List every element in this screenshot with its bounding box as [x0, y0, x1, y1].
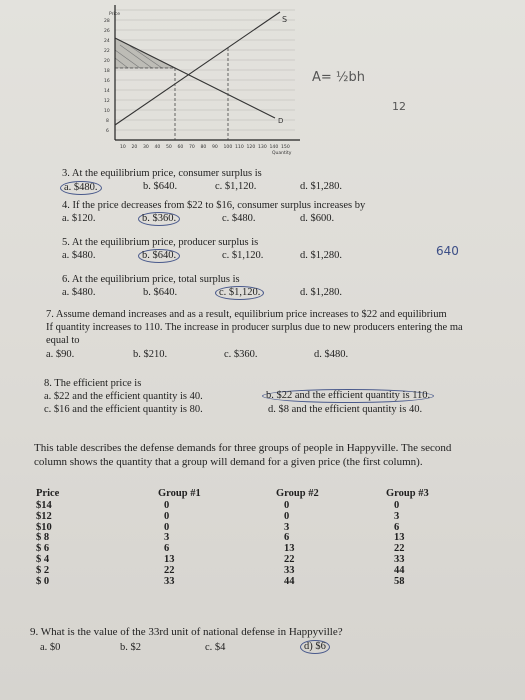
table-row [36, 533, 446, 544]
y-axis-title: Price [109, 12, 120, 17]
svg-text:18: 18 [104, 69, 110, 74]
x-tick-label: 20 [131, 145, 138, 150]
q5-option-a[interactable]: a. $480. [62, 250, 96, 261]
cell-price: $ 8 [36, 532, 50, 544]
cell-group3: 3 [394, 510, 400, 522]
q7-option-b[interactable]: b. $210. [133, 349, 168, 360]
handwritten-12: 12 [392, 100, 406, 113]
cell-group1: 6 [164, 543, 170, 555]
q6-option-d[interactable]: d. $1,280. [300, 287, 342, 298]
q5-text: 5. At the equilibrium price, producer surplus is [62, 237, 259, 248]
cell-group2: 13 [284, 543, 295, 555]
q6-option-b[interactable]: b. $640. [143, 287, 178, 298]
x-tick-label: 80 [200, 145, 207, 150]
cell-price: $ 4 [36, 553, 50, 565]
q7-option-c[interactable]: c. $360. [224, 349, 258, 360]
q3-option-a[interactable]: a. $480. [60, 181, 102, 195]
cell-group3: 33 [394, 553, 405, 565]
cell-price: $ 0 [36, 575, 50, 587]
cell-group3: 6 [394, 521, 400, 533]
cell-group3: 44 [394, 564, 405, 576]
x-tick-label: 70 [189, 145, 195, 150]
table-row [36, 501, 446, 512]
x-tick-label: 50 [166, 145, 172, 150]
q4-option-b[interactable]: b. $360. [138, 212, 180, 226]
q7-option-a[interactable]: a. $90. [46, 349, 75, 360]
q7-line3: equal to [46, 335, 80, 346]
q5-option-c[interactable]: c. $1,120. [222, 250, 264, 261]
header-group1: Group #1 [158, 488, 201, 499]
q4-option-a[interactable]: a. $120. [62, 213, 96, 224]
q7-line1: 7. Assume demand increases and as a result, equilibrium price increases to $22 and equilibrium [46, 309, 447, 320]
cell-price: $14 [36, 500, 52, 511]
svg-text:14: 14 [104, 89, 110, 94]
q3-text: 3. At the equilibrium price, consumer surplus is [62, 168, 262, 179]
svg-text:26: 26 [104, 29, 110, 34]
q3-option-b[interactable]: b. $640. [143, 181, 178, 192]
x-tick-label: 150 [281, 145, 290, 150]
svg-text:16: 16 [104, 79, 110, 84]
cell-price: $ 2 [36, 564, 50, 576]
cell-group3: 22 [394, 543, 405, 555]
x-tick-label: 120 [246, 145, 256, 150]
cell-group3: 13 [394, 532, 405, 544]
q8-option-c[interactable]: c. $16 and the efficient quantity is 80. [44, 404, 203, 415]
supply-label: S [282, 15, 288, 24]
cell-price: $12 [36, 510, 52, 522]
q4-option-c[interactable]: c. $480. [222, 213, 256, 224]
x-axis-title: Quantity [272, 151, 292, 156]
q9-option-b[interactable]: b. $2 [120, 642, 141, 653]
cell-group1: 0 [164, 510, 170, 522]
svg-text:8: 8 [106, 119, 109, 124]
cell-price: $ 6 [36, 543, 50, 555]
table-row [36, 566, 446, 577]
q6-option-c[interactable]: c. $1,120. [215, 286, 264, 300]
table-intro-line2: column shows the quantity that a group will demand for a given price (the first column). [34, 456, 423, 468]
handwritten-area-formula: A= ½bh [312, 70, 366, 85]
table-row [36, 577, 446, 588]
q9-option-c[interactable]: c. $4 [205, 642, 226, 653]
table-intro-line1: This table describes the defense demands for three groups of people in Happyville. The second [34, 442, 452, 454]
table-row [36, 544, 446, 555]
table-row [36, 555, 446, 566]
table-header-row [36, 488, 446, 501]
cell-group1: 0 [164, 521, 170, 533]
x-tick-label: 40 [154, 145, 161, 150]
x-tick-label: 90 [212, 145, 218, 150]
cell-group2: 44 [284, 575, 295, 587]
q8-option-a[interactable]: a. $22 and the efficient quantity is 40. [44, 391, 203, 402]
q3-option-d[interactable]: d. $1,280. [300, 181, 342, 192]
svg-text:6: 6 [106, 129, 109, 134]
x-tick-label: 140 [269, 145, 279, 150]
header-price: Price [36, 488, 60, 499]
x-tick-labels [120, 144, 290, 150]
svg-text:28: 28 [104, 19, 110, 24]
cell-group2: 6 [284, 532, 290, 544]
q4-option-d[interactable]: d. $600. [300, 213, 335, 224]
cell-group2: 0 [284, 500, 290, 511]
cell-group3: 58 [394, 575, 405, 587]
cell-group2: 3 [284, 521, 290, 533]
cell-price: $10 [36, 521, 52, 533]
header-group3: Group #3 [386, 488, 429, 499]
q6-text: 6. At the equilibrium price, total surplus is [62, 274, 240, 285]
q9-text: 9. What is the value of the 33rd unit of national defense in Happyville? [30, 626, 343, 638]
q8-option-b[interactable]: b. $22 and the efficient quantity is 110. [262, 389, 434, 403]
svg-text:12: 12 [104, 99, 110, 104]
cell-group2: 33 [284, 564, 295, 576]
x-tick-label: 30 [143, 145, 149, 150]
x-tick-label: 60 [177, 145, 184, 150]
q3-option-c[interactable]: c. $1,120. [215, 181, 257, 192]
table-row [36, 523, 446, 534]
cell-group2: 22 [284, 553, 295, 565]
demand-label: D [278, 117, 284, 125]
q8-text: 8. The efficient price is [44, 378, 142, 389]
q4-text: 4. If the price decreases from $22 to $16, consumer surplus increases by [62, 200, 366, 211]
q5-option-d[interactable]: d. $1,280. [300, 250, 342, 261]
q8-option-d[interactable]: d. $8 and the efficient quantity is 40. [268, 404, 423, 415]
svg-text:24: 24 [104, 39, 110, 44]
q6-option-a[interactable]: a. $480. [62, 287, 96, 298]
handwritten-640: 640 [436, 244, 459, 258]
x-tick-label: 130 [258, 145, 267, 150]
cell-group1: 13 [164, 553, 175, 565]
svg-text:10: 10 [104, 109, 110, 114]
q9-option-a[interactable]: a. $0 [40, 642, 61, 653]
cell-group3: 0 [394, 500, 400, 511]
supply-demand-graph [100, 0, 310, 156]
svg-text:20: 20 [104, 59, 110, 64]
x-tick-label: 100 [223, 145, 233, 150]
svg-text:22: 22 [104, 49, 110, 54]
q9-option-d[interactable]: d) $6 [300, 640, 330, 654]
cell-group2: 0 [284, 510, 290, 522]
cell-group1: 22 [164, 564, 175, 576]
table-row [36, 512, 446, 523]
x-tick-label: 110 [235, 145, 244, 150]
cell-group1: 0 [164, 500, 170, 511]
x-tick-label: 10 [120, 145, 126, 150]
cell-group1: 33 [164, 575, 175, 587]
q7-option-d[interactable]: d. $480. [314, 349, 349, 360]
defense-demand-table [36, 488, 446, 587]
header-group2: Group #2 [276, 488, 319, 499]
cell-group1: 3 [164, 532, 170, 544]
q7-line2: If quantity increases to 110. The increase in producer surplus due to new producers entering the ma [46, 322, 463, 333]
q5-option-b[interactable]: b. $640. [138, 249, 180, 263]
